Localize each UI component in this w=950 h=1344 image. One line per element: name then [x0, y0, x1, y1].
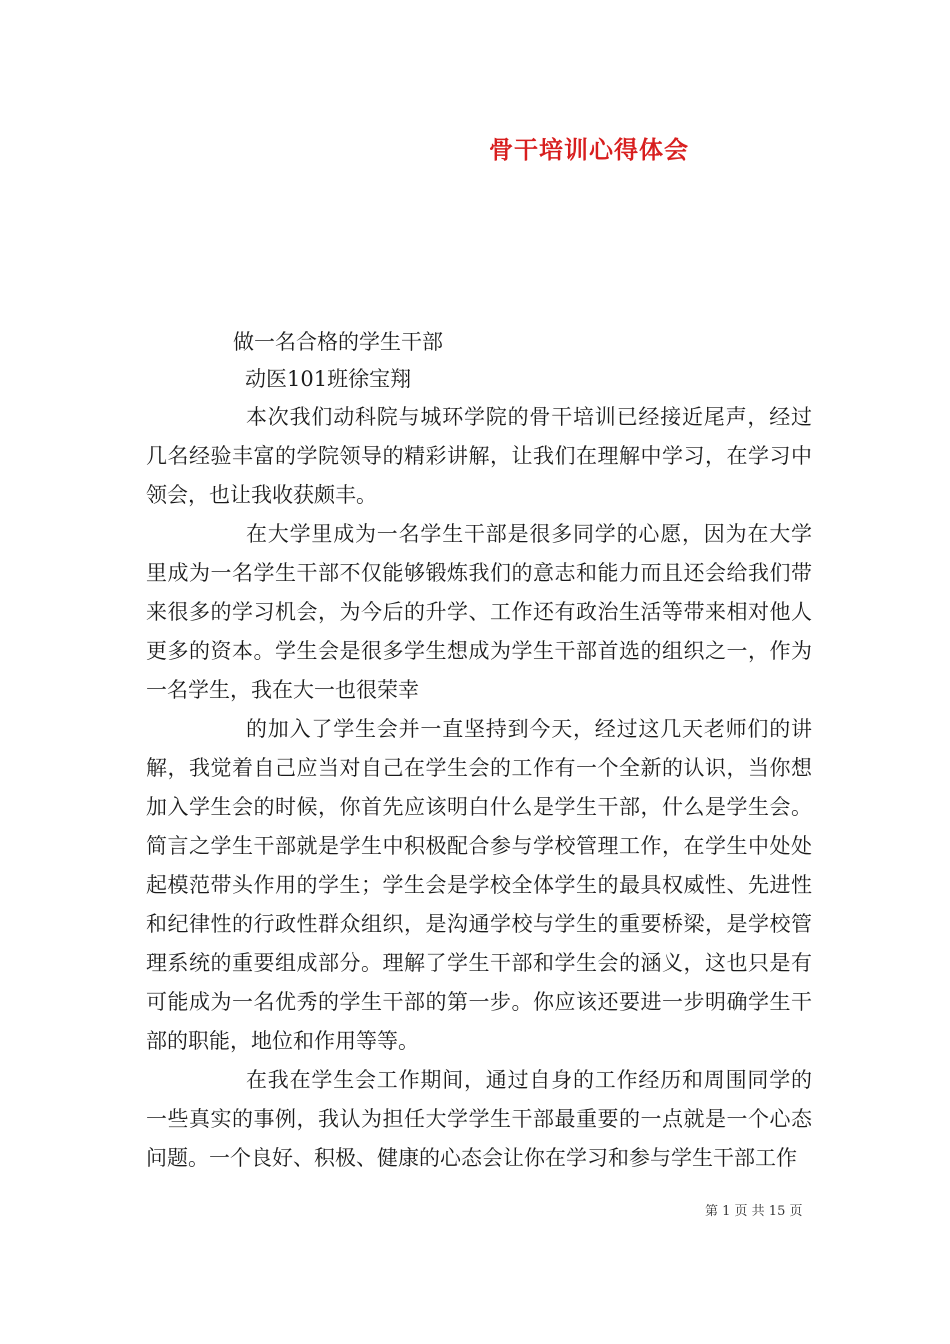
paragraph: 在大学里成为一名学生干部是很多同学的心愿，因为在大学里成为一名学生干部不仅能够锻炼我们的意志和能力而且还会给我们带来很多的学习机会，为今后的升学、工作还有政治生活等带来相对他人更多的资本。学生会是很多学生想成为学生干部首选的组织之一，作为一名学生，我在大一也很荣幸	[146, 522, 812, 702]
paragraph: 本次我们动科院与城环学院的骨干培训已经接近尾声，经过几名经验丰富的学院领导的精彩讲解，让我们在理解中学习，在学习中领会，也让我收获颇丰。	[146, 405, 812, 507]
paragraph: 在我在学生会工作期间，通过自身的工作经历和周围同学的一些真实的事例，我认为担任大学学生干部最重要的一点就是一个心态问题。一个良好、积极、健康的心态会让你在学习和参与学生干部工作	[146, 1068, 812, 1170]
article-subtitle: 做一名合格的学生干部	[233, 330, 443, 354]
author-line: 动医101班徐宝翔	[245, 367, 412, 391]
document-title: 骨干培训心得体会	[489, 135, 689, 164]
page-number: 第 1 页 共 15 页	[705, 1204, 803, 1219]
paragraph: 的加入了学生会并一直坚持到今天，经过这几天老师们的讲解，我觉着自己应当对自己在学生会的工作有一个全新的认识，当你想加入学生会的时候，你首先应该明白什么是学生干部，什么是学生会。简言之学生干部就是学生中积极配合参与学校管理工作，在学生中处处起模范带头作用的学生；学生会是学校全体学生的最具权威性、先进性和纪律性的行政性群众组织，是沟通学校与学生的重要桥梁，是学校管理系统的重要组成部分。理解了学生干部和学生会的涵义，这也只是有可能成为一名优秀的学生干部的第一步。你应该还要进一步明确学生干部的职能，地位和作用等等。	[146, 717, 812, 1053]
body-text	[146, 398, 812, 1178]
